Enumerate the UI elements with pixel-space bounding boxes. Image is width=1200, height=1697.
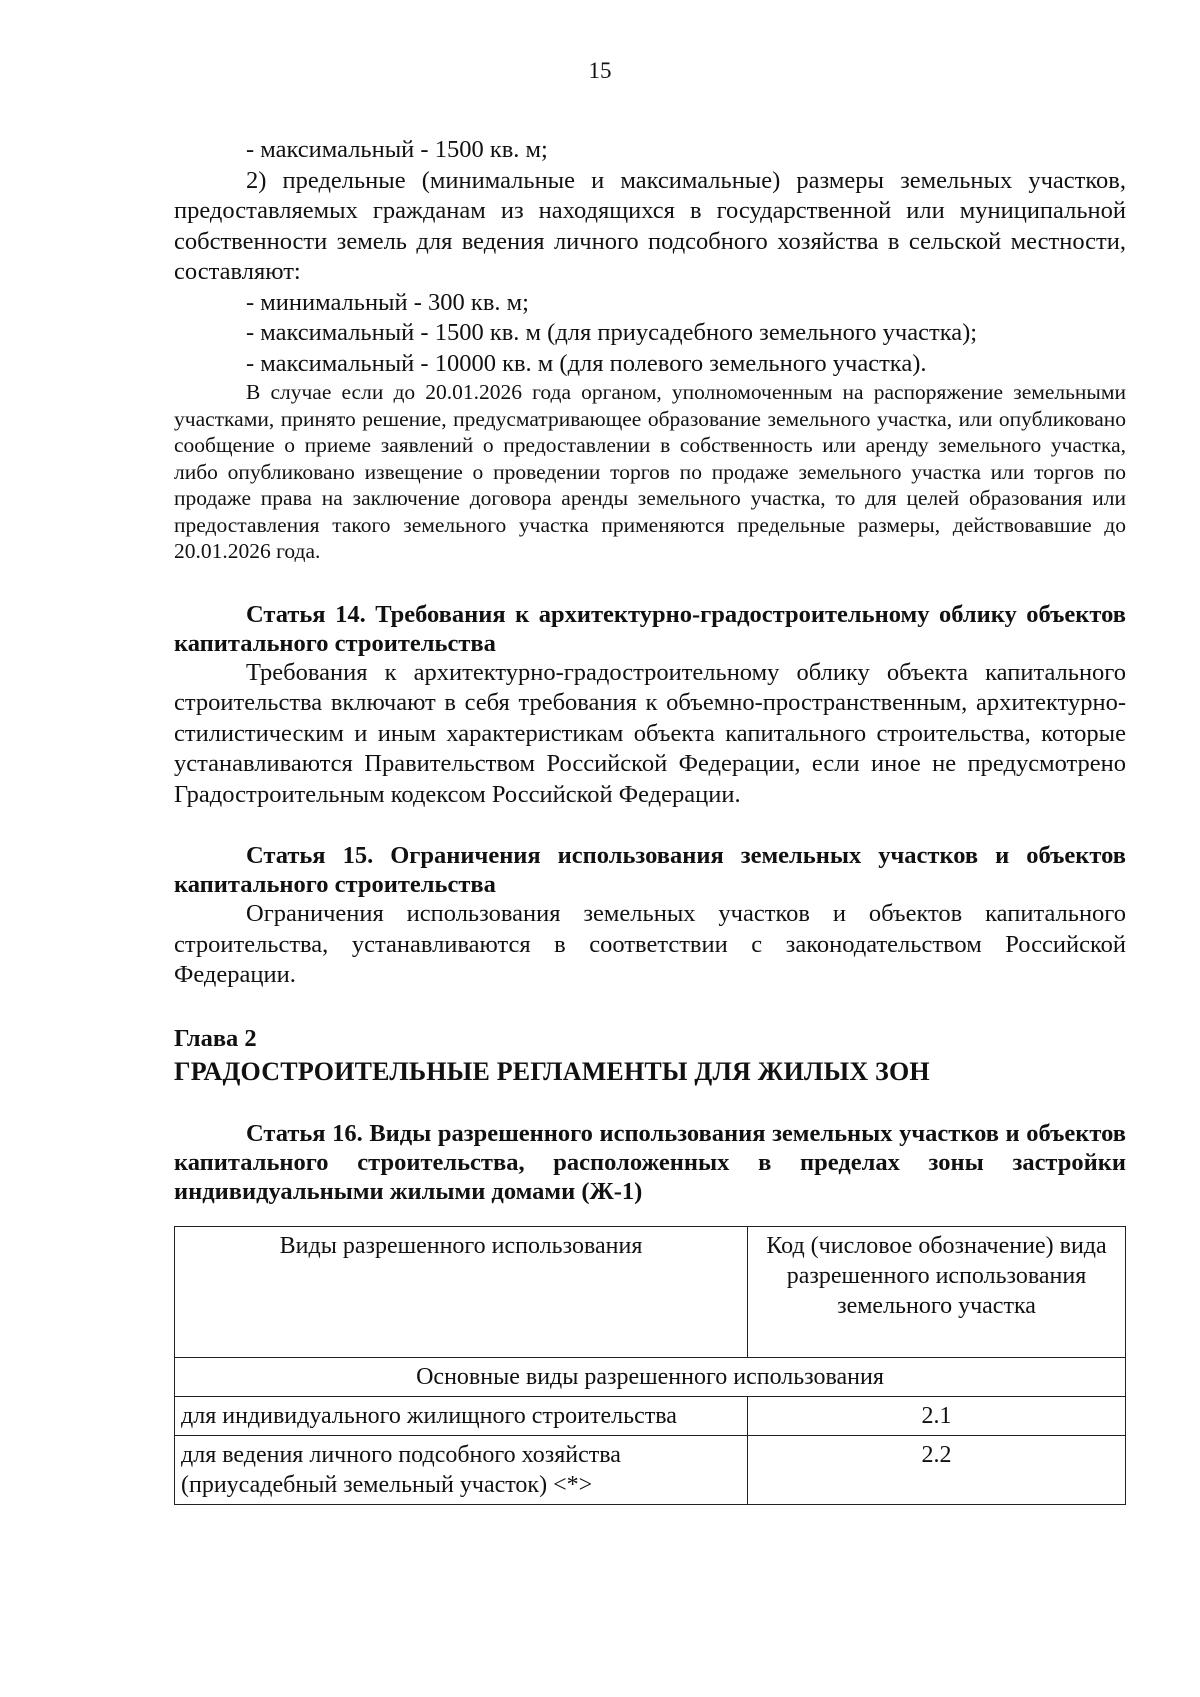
permitted-use-table [174,1226,1126,1505]
article-14-body: Требования к архитектурно-градостроительному облику объекта капитального строительства включают в себя требования к объемно-пространственным, архитектурно-стилистическим и иным характеристикам объекта капитального строительства, которые устанавливаются Правительством Российской Федерации, если иное не предусмотрено Градостроительным кодексом Российской Федерации. [174,658,1126,808]
page-number: 15 [588,58,612,83]
paragraph-max-area: - максимальный - 1500 кв. м; [246,136,548,163]
table-cell-code: 2.2 [748,1435,1126,1504]
paragraph-transition-rule: В случае если до 20.01.2026 года органом, уполномоченным на распоряжение земельными участками, принято решение, предусматривающее образование земельного участка, или опубликовано сообщение о приеме заявлений о предоставлении в собственность или аренду земельного участка, либо опубликовано извещение о проведении торгов по продаже земельного участка или торгов по продаже права на заключение договора аренды земельного участка, то для целей образования или предоставления такого земельного участка применяются предельные размеры, действовавшие до 20.01.2026 года. [174,380,1126,563]
table-cell-code: 2.1 [748,1396,1126,1435]
article-15-body: Ограничения использования земельных участков и объектов капитального строительства, устанавливаются в соответствии с законодательством Российской Федерации. [174,900,1126,988]
table-group-row [175,1357,1126,1396]
table-group-title: Основные виды разрешенного использования [175,1357,1126,1396]
table-header-code: Код (числовое обозначение) вида разрешенного использования земельного участка [748,1226,1126,1357]
table-cell-use: для ведения личного подсобного хозяйства (приусадебный земельный участок) <*> [175,1435,748,1504]
article-16-title: Статья 16. Виды разрешенного использования земельных участков и объектов капитального строительства, расположенных в пределах зоны застройки индивидуальными жилыми домами (Ж-1) [174,1119,1126,1205]
table-row [175,1396,1126,1435]
table-header-use: Виды разрешенного использования [175,1226,748,1357]
chapter-label: Глава 2 [174,1024,257,1052]
table-row [175,1435,1126,1504]
article-15-title: Статья 15. Ограничения использования земельных участков и объектов капитального строительства [174,842,1126,898]
paragraph-max-area-household: - максимальный - 1500 кв. м (для приусадебного земельного участка); [246,319,978,346]
document-body [174,135,1126,1505]
paragraph-min-area: - минимальный - 300 кв. м; [246,288,529,316]
table-cell-use: для индивидуального жилищного строительства [175,1396,748,1435]
table-header-row [175,1226,1126,1357]
paragraph-limit-sizes: 2) предельные (минимальные и максимальные) размеры земельных участков, предоставляемых гражданам из находящихся в государственной или муниципальной собственности земель для ведения личного подсобного хозяйства в сельской местности, составляют: [174,166,1126,285]
chapter-title: ГРАДОСТРОИТЕЛЬНЫЕ РЕГЛАМЕНТЫ ДЛЯ ЖИЛЫХ ЗОН [174,1056,930,1086]
article-14-title: Статья 14. Требования к архитектурно-градостроительному облику объектов капитального строительства [174,600,1126,657]
paragraph-max-area-field: - максимальный - 10000 кв. м (для полевого земельного участка). [246,349,927,377]
